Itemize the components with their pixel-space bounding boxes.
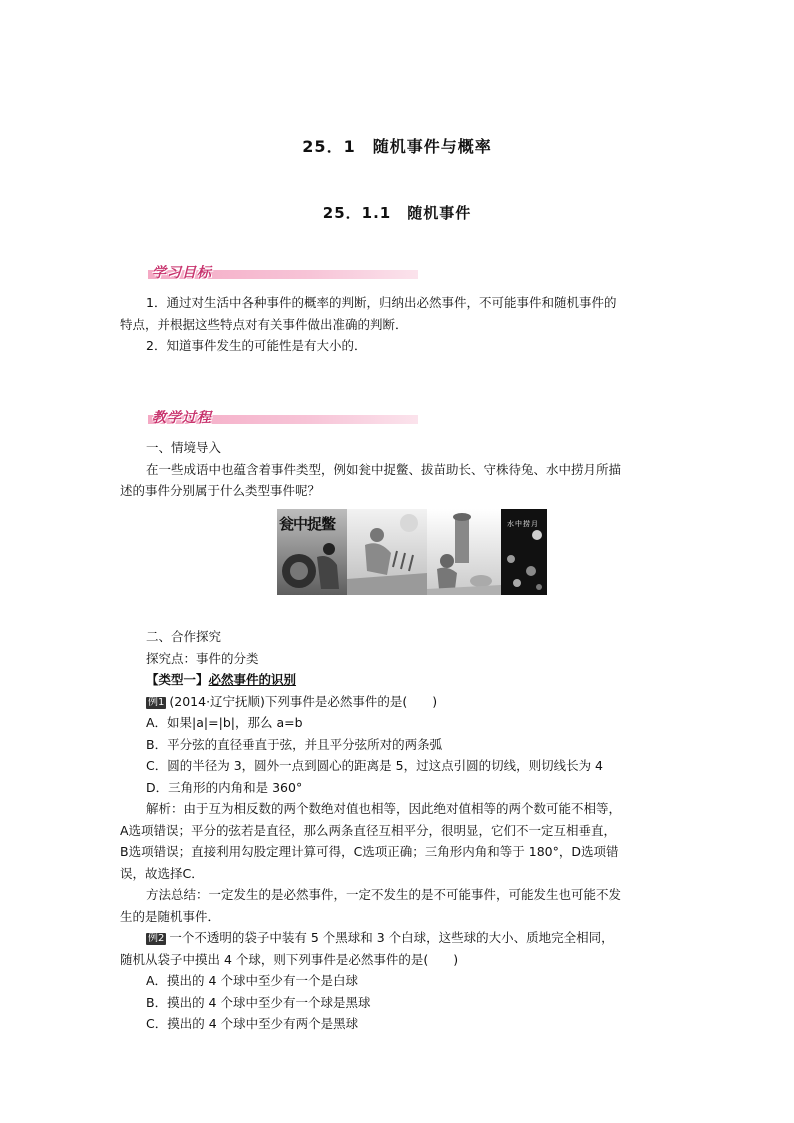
goals-block (120, 292, 680, 357)
example-1-stem (120, 691, 680, 713)
example-1-summary-line-2: 生的是随机事件． (120, 908, 221, 924)
example-1-source: (2014·辽宁抚顺) (169, 693, 265, 709)
example-2-option-b: B．摸出的 4 个球中至少有一个球是黑球 (146, 994, 371, 1010)
idiom-image-2 (347, 509, 427, 595)
intro-block (120, 437, 680, 502)
example-1-analysis-line-4: 误，故选择C． (120, 865, 204, 881)
example-1-option-b: B．平分弦的直径垂直于弦，并且平分弦所对的两条弧 (146, 736, 443, 752)
goal-item-1-line-1: 1．通过对生活中各种事件的概率的判断，归纳出必然事件，不可能事件和随机事件的 (146, 295, 617, 310)
idiom-image-1-caption: 瓮中捉鳖 (279, 515, 336, 533)
example-2-option-a: A．摸出的 4 个球中至少有一个是白球 (146, 973, 358, 988)
explore-point: 探究点：事件的分类 (146, 650, 259, 666)
example-1-analysis-line-1: 解析：由于互为相反数的两个数绝对值也相等，因此绝对值相等的两个数可能不相等， (146, 801, 622, 816)
idiom-images (277, 509, 547, 595)
example-1-option-c: C．圆的半径为 3，圆外一点到圆心的距离是 5，过这点引圆的切线，则切线长为 4 (146, 758, 604, 773)
example-1-tag: 例1 (148, 696, 165, 708)
tree-stump-illustration (427, 509, 501, 595)
example-2-question-1: 一个不透明的袋子中装有 5 个黑球和 3 个白球，这些球的大小、质地完全相同， (169, 930, 614, 945)
example-2-stem-line-2: 随机从袋子中摸出 4 个球，则下列事件是必然事件的是( ) (120, 951, 459, 967)
explore-block (120, 626, 680, 1035)
intro-line-2: 述的事件分别属于什么类型事件呢？ (120, 483, 321, 498)
moon-illustration (501, 509, 547, 595)
example-1-analysis-line-3: B选项错误；直接利用勾股定理计算可得，C选项正确；三角形内角和等于 180°，D选项错 (120, 844, 619, 859)
page-title: 25．1 随机事件与概率 (302, 137, 492, 156)
jar-illustration (277, 509, 347, 595)
idiom-image-1 (277, 509, 347, 595)
example-2-option-c: C．摸出的 4 个球中至少有两个是黑球 (146, 1016, 359, 1031)
example-1-question: 下列事件是必然事件的是( ) (264, 693, 438, 709)
section-header-process (148, 407, 418, 427)
goal-item-2: 2．知道事件发生的可能性是有大小的． (146, 338, 367, 353)
type-1-title: 必然事件的识别 (208, 672, 297, 687)
section-label-process: 教学过程 (152, 410, 212, 426)
example-2-tag: 例2 (148, 933, 165, 944)
example-1-analysis-line-2: A选项错误；平分的弦若是直径，那么两条直径互相平分，很明显，它们不一定互相垂直， (120, 822, 617, 838)
idiom-image-4 (501, 509, 547, 595)
example-1-option-a: A．如果|a|=|b|，那么 a=b (146, 715, 303, 730)
farmer-illustration (347, 509, 427, 595)
example-1-summary-line-1: 方法总结：一定发生的是必然事件，一定不发生的是不可能事件，可能发生也可能不发 (146, 887, 622, 902)
type-1-prefix: 【类型一】 (146, 672, 209, 687)
example-1-option-d: D．三角形的内角和是 360° (146, 779, 303, 795)
page-subtitle: 25．1.1 随机事件 (322, 204, 472, 222)
section-header-goals (148, 262, 418, 282)
example-2-stem-line-1 (120, 927, 680, 949)
explore-heading: 二、合作探究 (146, 629, 222, 644)
idiom-image-3 (427, 509, 501, 595)
section-label-goals: 学习目标 (152, 265, 212, 281)
intro-line-1: 在一些成语中也蕴含着事件类型，例如瓮中捉鳖、拔苗助长、守株待兔、水中捞月所描 (146, 461, 622, 477)
goal-item-1-line-2: 特点，并根据这些特点对有关事件做出准确的判断． (120, 316, 408, 332)
intro-heading: 一、情境导入 (146, 440, 222, 455)
idiom-image-4-caption: 水中捞月 (507, 520, 539, 528)
type-1-heading (120, 669, 680, 691)
